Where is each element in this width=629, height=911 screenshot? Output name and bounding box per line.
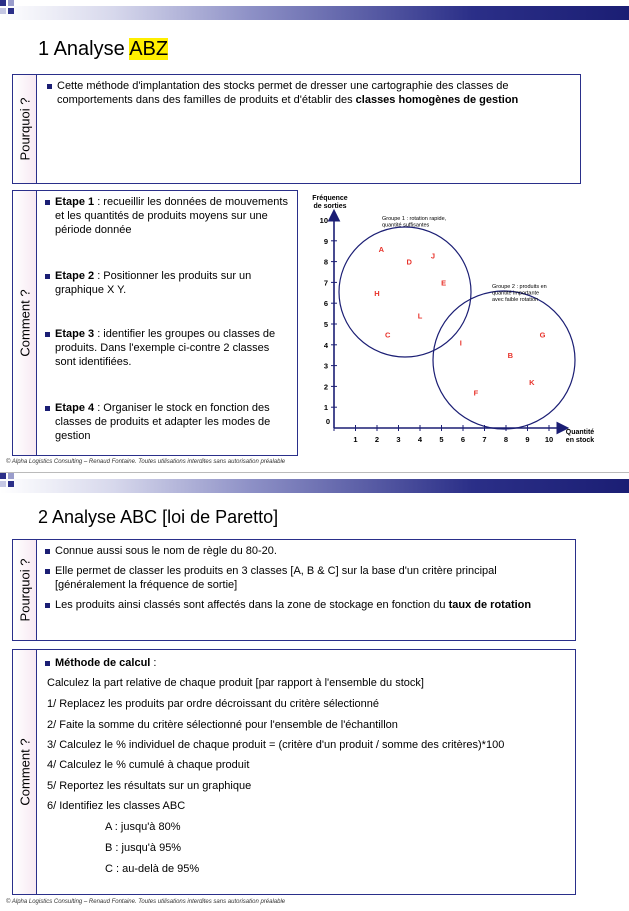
- pourquoi-content: [36, 539, 576, 641]
- step-3: Etape 3 : identifier les groupes ou classes de produits. Dans l'exemple ci-contre 2 classes sont identifiées.: [43, 327, 288, 369]
- y-tick-label: 6: [323, 299, 328, 309]
- footer-text: © Alpha Logistics Consulting – Renaud Fontaine. Toutes utilisations interdites sans autorisation préalable: [6, 899, 286, 905]
- data-point-F: F: [473, 388, 479, 398]
- axes: [320, 212, 566, 444]
- step-2: Etape 2 : Positionner les produits sur un graphique X Y.: [43, 269, 288, 297]
- x-tick-label: 7: [482, 435, 487, 444]
- comment-label-box: Comment ?: [12, 190, 36, 456]
- x-tick-label: 1: [353, 435, 358, 444]
- decorative-header-bar: [0, 473, 629, 495]
- y-tick-label: 4: [323, 340, 328, 350]
- data-point-D: D: [406, 257, 412, 267]
- data-point-I: I: [459, 338, 462, 348]
- pourquoi-bullet-1: Connue aussi sous le nom de règle du 80-20.: [43, 544, 568, 558]
- slide-abc: [0, 472, 629, 911]
- points: [374, 245, 545, 398]
- data-point-E: E: [441, 278, 447, 288]
- data-point-B: B: [507, 351, 514, 361]
- y-tick-label: 5: [323, 320, 328, 329]
- x-axis-label: Quantité en stock: [565, 429, 595, 444]
- footer-text: © Alpha Logistics Consulting – Renaud Fontaine. Toutes utilisations interdites sans autorisation préalable: [6, 459, 286, 465]
- y-tick-label: 2: [323, 382, 328, 392]
- y-tick-label: 8: [323, 257, 328, 267]
- y-axis-label: Fréquence de sorties: [312, 195, 348, 210]
- pourquoi-bullet: Cette méthode d'implantation des stocks permet de dresser une cartographie des classes de comportements dans des familles de produits et d'établir des classes homogènes de gestion: [45, 79, 570, 107]
- x-tick-label: 2: [374, 435, 380, 444]
- data-point-L: L: [417, 311, 423, 321]
- x-tick-label: 0: [325, 417, 331, 426]
- slide-title: 2 Analyse ABC [loi de Paretto]: [38, 507, 279, 527]
- group-2-annotation: Groupe 2 : produits en quantité importante avec faible rotation: [492, 284, 547, 303]
- method-line: Calculez la part relative de chaque produit [par rapport à l'ensemble du stock]: [47, 677, 424, 689]
- x-tick-label: 6: [460, 435, 466, 444]
- method-line: 3/ Calculez le % individuel de chaque produit = (critère d'un produit / somme des critères)*100: [47, 739, 505, 751]
- x-tick-label: 5: [439, 435, 444, 444]
- x-tick-label: 8: [503, 435, 509, 444]
- method-line: 6/ Identifiez les classes ABC: [47, 800, 186, 812]
- y-tick-label: 10: [319, 216, 328, 225]
- pourquoi-bullet-2: Elle permet de classer les produits en 3 classes [A, B & C] sur la base d'un critère principal [généralement la fréquence de sortie]: [43, 564, 568, 592]
- data-point-C: C: [385, 330, 391, 340]
- class-c: C : au-delà de 95%: [105, 863, 200, 875]
- group-2-ellipse: [433, 291, 575, 429]
- slide-title: 1 Analyse ABZ: [38, 38, 169, 60]
- method-line: 4/ Calculez le % cumulé à chaque produit: [47, 759, 250, 771]
- abz-scatter-chart: [304, 190, 604, 460]
- decorative-header-bar: [0, 0, 629, 22]
- class-a: A : jusqu'à 80%: [105, 821, 181, 833]
- x-tick-label: 3: [396, 435, 401, 444]
- pourquoi-label-box: Pourquoi ?: [12, 539, 36, 641]
- x-tick-label: 10: [544, 435, 554, 444]
- pourquoi-bullet-3: Les produits ainsi classés sont affectés dans la zone de stockage en fonction du taux de rotation: [43, 598, 568, 612]
- method-line: 2/ Faite la somme du critère sélectionné pour l'ensemble de l'échantillon: [47, 719, 398, 731]
- steps-box: [36, 190, 298, 456]
- group-1-annotation: Groupe 1 : rotation rapide, quantité suffisantes: [382, 216, 447, 229]
- data-point-G: G: [539, 330, 546, 340]
- y-tick-label: 1: [323, 403, 328, 413]
- y-tick-label: 9: [323, 236, 328, 246]
- method-line: 1/ Replacez les produits par ordre décroissant du critère sélectionné: [47, 698, 380, 710]
- step-1: Etape 1 : recueillir les données de mouvements et les quantités de produits moyens sur une période donnée: [43, 195, 288, 237]
- pourquoi-label-box: Pourquoi ?: [12, 74, 36, 184]
- step-4: Etape 4 : Organiser le stock en fonction des classes de produits et adapter les modes de gestion: [43, 401, 288, 443]
- data-point-H: H: [374, 288, 380, 298]
- comment-label-box: Comment ?: [12, 649, 36, 895]
- y-tick-label: 3: [323, 361, 328, 371]
- y-tick-label: 7: [323, 278, 328, 288]
- group-1-ellipse: [339, 227, 471, 357]
- comment-content: [36, 649, 576, 895]
- data-point-J: J: [430, 251, 435, 261]
- method-line: 5/ Reportez les résultats sur un graphique: [47, 780, 252, 792]
- x-tick-label: 4: [417, 435, 423, 444]
- data-point-A: A: [378, 245, 385, 255]
- x-tick-label: 9: [525, 435, 530, 444]
- data-point-K: K: [529, 378, 535, 388]
- class-b: B : jusqu'à 95%: [105, 842, 182, 854]
- method-title: Méthode de calcul :: [43, 656, 156, 670]
- pourquoi-content: [36, 74, 581, 184]
